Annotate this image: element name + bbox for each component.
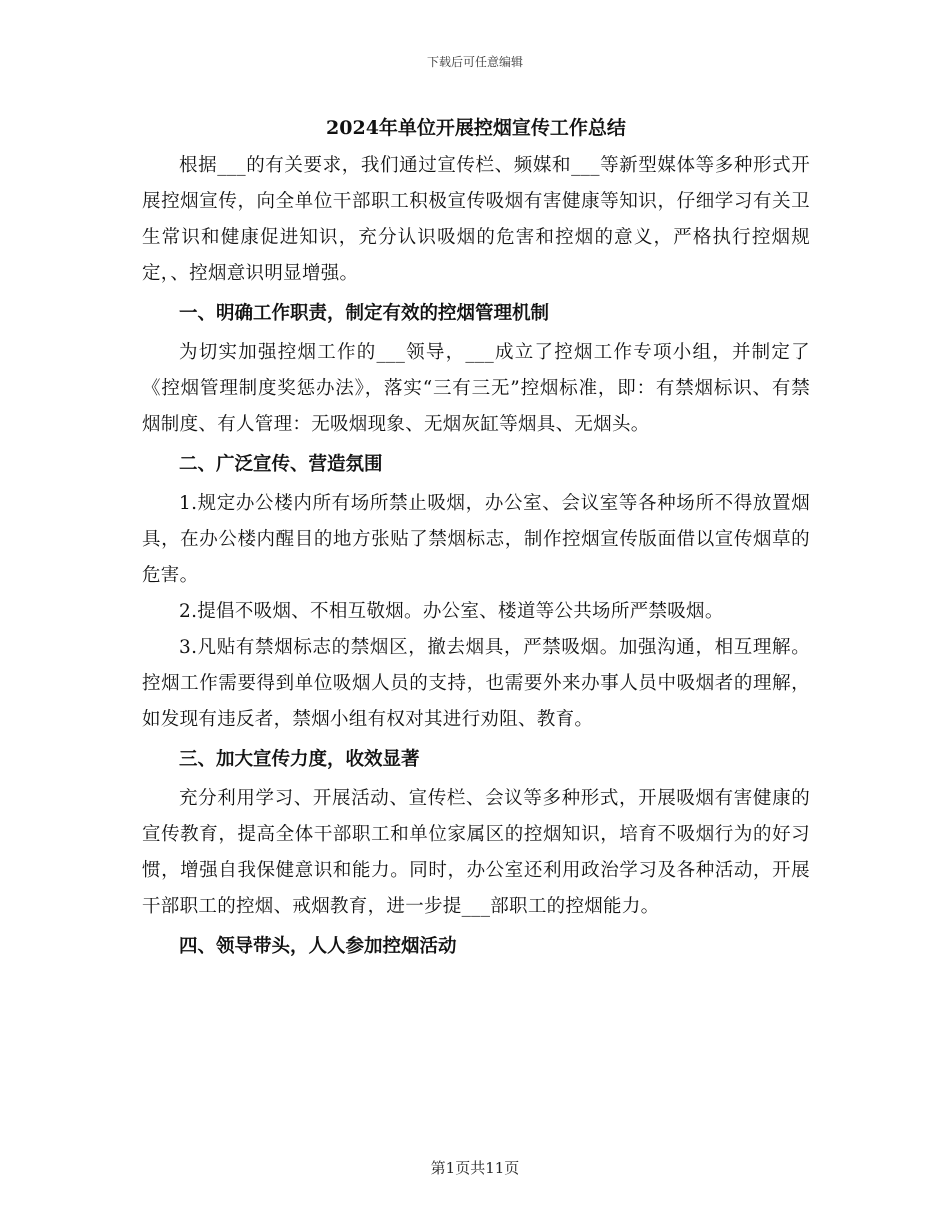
section-2-paragraph-2: 2.提倡不吸烟、不相互敬烟。办公室、楼道等公共场所严禁吸烟。 (179, 601, 724, 622)
section-4-heading: 四、领导带头，人人参加控烟活动 (179, 936, 457, 957)
document-title: 2024年单位开展控烟宣传工作总结 (326, 117, 626, 139)
intro-paragraph: 根据___的有关要求，我们通过宣传栏、频媒和___等新型媒体等多种形式开展控烟宣传，向全单位干部职工积极宣传吸烟有害健康等知识，仔细学习有关卫生常识和健康促进知识，充分认识吸烟的危害和控烟的意义，严格执行控烟规定，、控烟意识明显增强。 (142, 155, 810, 284)
section-1-heading: 一、明确工作职责，制定有效的控烟管理机制 (179, 303, 550, 324)
document-body (142, 112, 810, 968)
section-2-paragraph-3: 3.凡贴有禁烟标志的禁烟区，撤去烟具，严禁吸烟。加强沟通，相互理解。控烟工作需要得到单位吸烟人员的支持，也需要外来办事人员中吸烟者的理解，如发现有违反者，禁烟小组有权对其进行劝阻、教育。 (142, 637, 810, 730)
section-2-heading: 二、广泛宣传、营造氛围 (179, 454, 383, 475)
page-header-note: 下载后可任意编辑 (426, 55, 523, 69)
section-3-paragraph-1: 充分利用学习、开展活动、宣传栏、会议等多种形式，开展吸烟有害健康的宣传教育，提高全体干部职工和单位家属区的控烟知识，培育不吸烟行为的好习惯，增强自我保健意识和能力。同时，办公室还利用政治学习及各种活动，开展干部职工的控烟、戒烟教育，进一步提___部职工的控烟能力。 (142, 788, 810, 917)
section-1-paragraph-1: 为切实加强控烟工作的___领导，___成立了控烟工作专项小组，并制定了《控烟管理制度奖惩办法》，落实“三有三无”控烟标准，即：有禁烟标识、有禁烟制度、有人管理：无吸烟现象、无烟灰缸等烟具、无烟头。 (142, 342, 810, 435)
section-3-heading: 三、加大宣传力度，收效显著 (179, 749, 420, 770)
page-number: 第1页共11页 (430, 1159, 520, 1177)
section-2-paragraph-1: 1.规定办公楼内所有场所禁止吸烟，办公室、会议室等各种场所不得放置烟具，在办公楼内醒目的地方张贴了禁烟标志，制作控烟宣传版面借以宣传烟草的危害。 (142, 493, 810, 586)
